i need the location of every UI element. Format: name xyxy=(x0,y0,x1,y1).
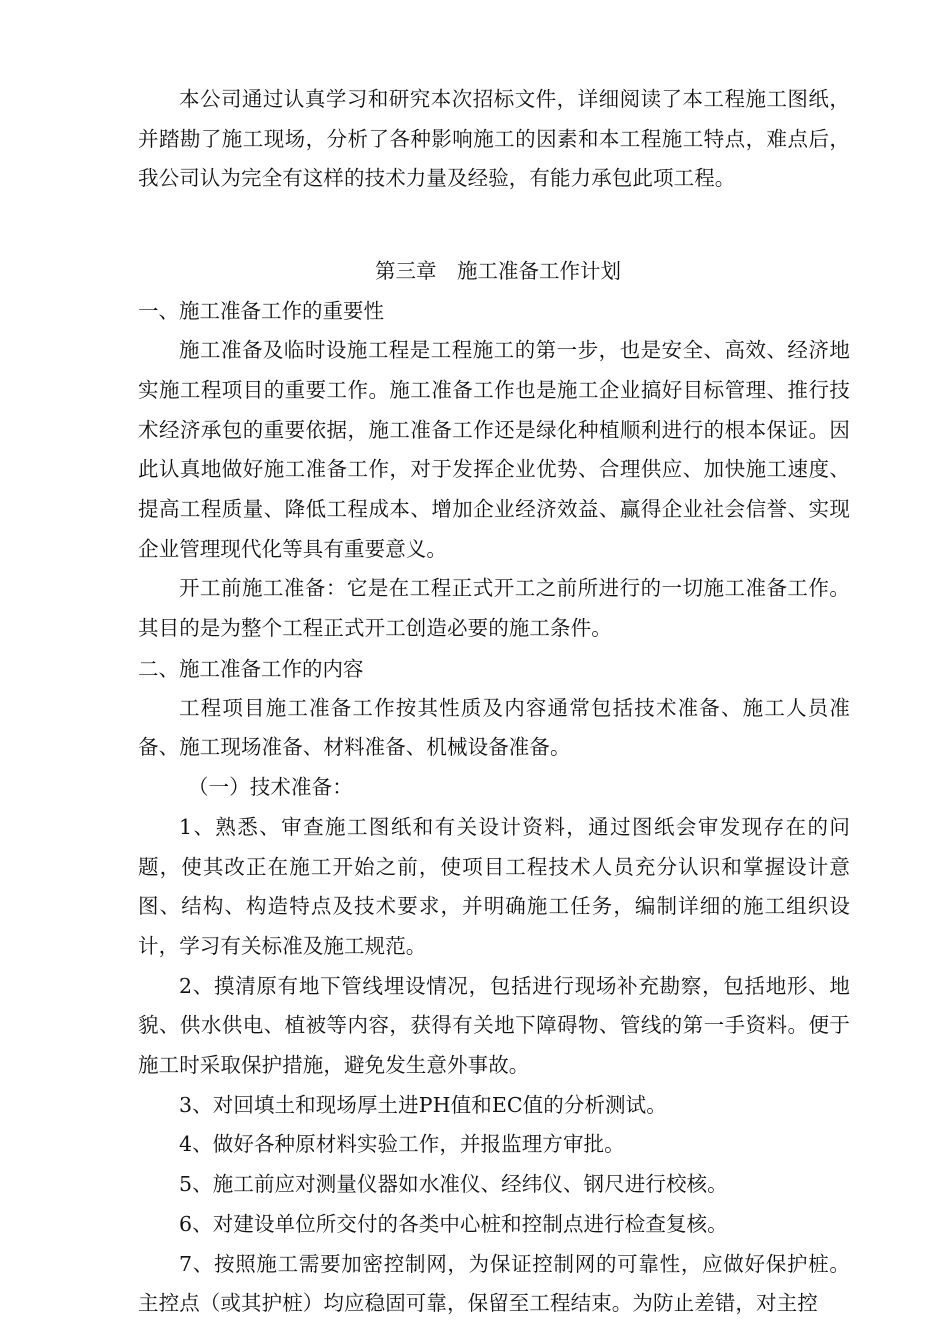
content-paragraph: 工程项目施工准备工作按其性质及内容通常包括技术准备、施工人员准备、施工现场准备、材料准备、机械设备准备。 xyxy=(138,695,850,760)
list-item: 4、做好各种原材料实验工作，并报监理方审批。 xyxy=(179,1132,625,1157)
list-item: 2、摸清原有地下管线埋设情况，包括进行现场补充勘察，包括地形、地貌、供水供电、植被等内容，获得有关地下障碍物、管线的第一手资料。便于施工时采取保护措施，避免发生意外事故。 xyxy=(138,973,850,1078)
section-heading-content: 二、施工准备工作的内容 xyxy=(138,656,364,681)
spacer xyxy=(138,199,850,251)
list-item: 1、熟悉、审查施工图纸和有关设计资料，通过图纸会审发现存在的问题，使其改正在施工开始之前，使项目工程技术人员充分认识和掌握设计意图、结构、构造特点及技术要求，并明确施工任务，编制详细的施工组织设计，学习有关标准及施工规范。 xyxy=(138,814,850,958)
chapter-title: 第三章 施工准备工作计划 xyxy=(375,259,621,284)
sub-heading-technical: （一）技术准备： xyxy=(188,775,353,800)
pre-construction-paragraph: 开工前施工准备：它是在工程正式开工之前所进行的一切施工准备工作。其目的是为整个工程正式开工创造必要的施工条件。 xyxy=(138,576,850,641)
document-body xyxy=(138,80,850,1324)
list-item: 3、对回填土和现场厚土进PH值和EC值的分析测试。 xyxy=(179,1092,667,1117)
list-item: 5、施工前应对测量仪器如水准仪、经纬仪、钢尺进行校核。 xyxy=(179,1172,728,1197)
section-heading-importance: 一、施工准备工作的重要性 xyxy=(138,299,384,324)
intro-paragraph: 本公司通过认真学习和研究本次招标文件，详细阅读了本工程施工图纸，并踏勘了施工现场，分析了各种影响施工的因素和本工程施工特点，难点后，我公司认为完全有这样的技术力量及经验，有能力承包此项工程。 xyxy=(138,87,850,191)
importance-paragraph: 施工准备及临时设施工程是工程施工的第一步，也是安全、高效、经济地实施工程项目的重要工作。施工准备工作也是施工企业搞好目标管理、推行技术经济承包的重要依据，施工准备工作还是绿化种植顺利进行的根本保证。因此认真地做好施工准备工作，对于发挥企业优势、合理供应、加快施工速度、提高工程质量、降低工程成本、增加企业经济效益、赢得企业社会信誉、实现企业管理现代化等具有重要意义。 xyxy=(138,338,850,561)
list-item: 6、对建设单位所交付的各类中心桩和控制点进行检查复核。 xyxy=(179,1211,728,1236)
list-item: 7、按照施工需要加密控制网，为保证控制网的可靠性，应做好保护桩。主控点（或其护桩）均应稳固可靠，保留至工程结束。为防止差错，对主控 xyxy=(138,1251,850,1316)
